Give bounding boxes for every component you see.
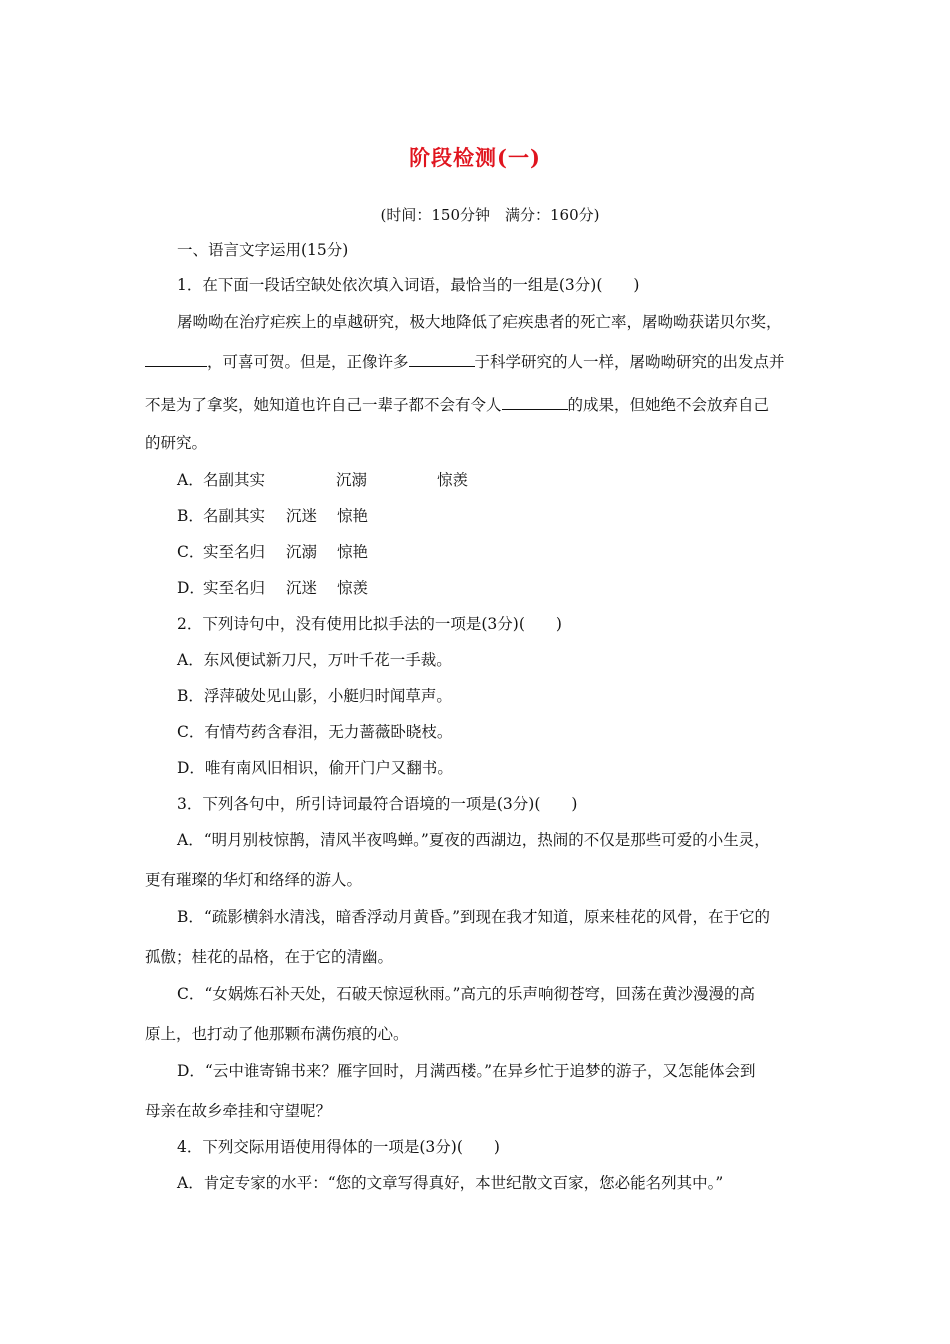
question-1-passage-line-2: ，可喜可贺。但是，正像许多 于科学研究的人一样，屠呦呦研究的出发点并 <box>145 352 785 372</box>
question-4-option-a: A．肯定专家的水平：“您的文章写得真好，本世纪散文百家，您必能名列其中。” <box>177 1174 724 1192</box>
question-3-stem: 3．下列各句中，所引诗词最符合语境的一项是(3分)( ) <box>177 795 578 813</box>
document-page: 阶段检测(一) (时间：150分钟 满分：160分) 一、语言文字运用(15分) 1．在下面一段话空缺处依次填入词语，最恰当的一组是(3分)( ) 屠呦呦在治疗疟疾上的卓越研究，极大地降低了疟疾患者的死亡率，屠呦呦获诺贝尔奖， ，可喜可贺。但是，正像许多 于科学研究的人一样，屠呦呦研究的出发点并 不是为了拿奖，她知道也许自己一辈子都不会有令人 的成果，但她绝不会放弃自己 的研究。 A． 名副其实 沉溺 惊羡 B． 名副其实 沉迷 惊艳 C． 实至名归 沉溺 惊艳 D． 实至名归 沉迷 惊羡 2．下列诗句中，没有使用比拟手法的一项是(3分)( ) A．东风便试新刀尺，万叶千花一手裁。 B．浮萍破处见山影，小艇归时闻草声。 C．有情芍药含春泪，无力蔷薇卧晓枝。 D．唯有南风旧相识，偷开门户又翻书。 3．下列各句中，所引诗词最符合语境的一项是(3分)( ) A．“明月别枝惊鹊，清风半夜鸣蝉。”夏夜的西湖边，热闹的不仅是那些可爱的小生灵， 更有璀璨的华灯和络绎的游人。 B．“疏影横斜水清浅，暗香浮动月黄昏。”到现在我才知道，原来桂花的风骨，在于它的 孤傲；桂花的品格，在于它的清幽。 C．“女娲炼石补天处，石破天惊逗秋雨。”高亢的乐声响彻苍穹，回荡在黄沙漫漫的高 原上，也打动了他那颗布满伤痕的心。 D．“云中谁寄锦书来？雁字回时，月满西楼。”在异乡忙于追梦的游子，又怎能体会到 母亲在故乡牵挂和守望呢？ 4．下列交际用语使用得体的一项是(3分)( ) A．肯定专家的水平：“您的文章写得真好，本世纪散文百家，您必能名列其中。” <box>0 0 950 1344</box>
question-1-passage-line-4: 的研究。 <box>145 434 208 452</box>
fill-blank-1 <box>145 352 207 367</box>
question-3-option-c-line-1: C．“女娲炼石补天处，石破天惊逗秋雨。”高亢的乐声响彻苍穹，回荡在黄沙漫漫的高 <box>177 985 755 1003</box>
fill-blank-2 <box>409 352 475 367</box>
question-2-option-d: D．唯有南风旧相识，偷开门户又翻书。 <box>177 759 453 777</box>
question-3-option-d-line-2: 母亲在故乡牵挂和守望呢？ <box>145 1102 332 1120</box>
question-1-passage-line-3: 不是为了拿奖，她知道也许自己一辈子都不会有令人 的成果，但她绝不会放弃自己 <box>145 396 770 414</box>
question-3-option-a-line-2: 更有璀璨的华灯和络绎的游人。 <box>145 871 363 889</box>
question-2-option-c: C．有情芍药含春泪，无力蔷薇卧晓枝。 <box>177 723 453 741</box>
question-4-stem: 4．下列交际用语使用得体的一项是(3分)( ) <box>177 1138 500 1156</box>
question-1-stem: 1．在下面一段话空缺处依次填入词语，最恰当的一组是(3分)( ) <box>177 276 640 294</box>
section-heading: 一、语言文字运用(15分) <box>177 241 349 259</box>
question-1-passage-line-1: 屠呦呦在治疗疟疾上的卓越研究，极大地降低了疟疾患者的死亡率，屠呦呦获诺贝尔奖， <box>177 313 782 331</box>
question-3-option-b-line-1: B．“疏影横斜水清浅，暗香浮动月黄昏。”到现在我才知道，原来桂花的风骨，在于它的 <box>177 908 770 926</box>
question-3-option-a-line-1: A．“明月别枝惊鹊，清风半夜鸣蝉。”夏夜的西湖边，热闹的不仅是那些可爱的小生灵， <box>177 831 770 849</box>
question-3-option-d-line-1: D．“云中谁寄锦书来？雁字回时，月满西楼。”在异乡忙于追梦的游子，又怎能体会到 <box>177 1062 756 1080</box>
question-2-stem: 2．下列诗句中，没有使用比拟手法的一项是(3分)( ) <box>177 615 562 633</box>
exam-info: (时间：150分钟 满分：160分) <box>380 206 600 224</box>
page-title: 阶段检测(一) <box>409 145 541 170</box>
question-3-option-c-line-2: 原上，也打动了他那颗布满伤痕的心。 <box>145 1025 409 1043</box>
question-2-option-a: A．东风便试新刀尺，万叶千花一手裁。 <box>177 651 452 669</box>
question-3-option-b-line-2: 孤傲；桂花的品格，在于它的清幽。 <box>145 948 394 966</box>
question-2-option-b: B．浮萍破处见山影，小艇归时闻草声。 <box>177 687 452 705</box>
fill-blank-3 <box>502 395 568 410</box>
